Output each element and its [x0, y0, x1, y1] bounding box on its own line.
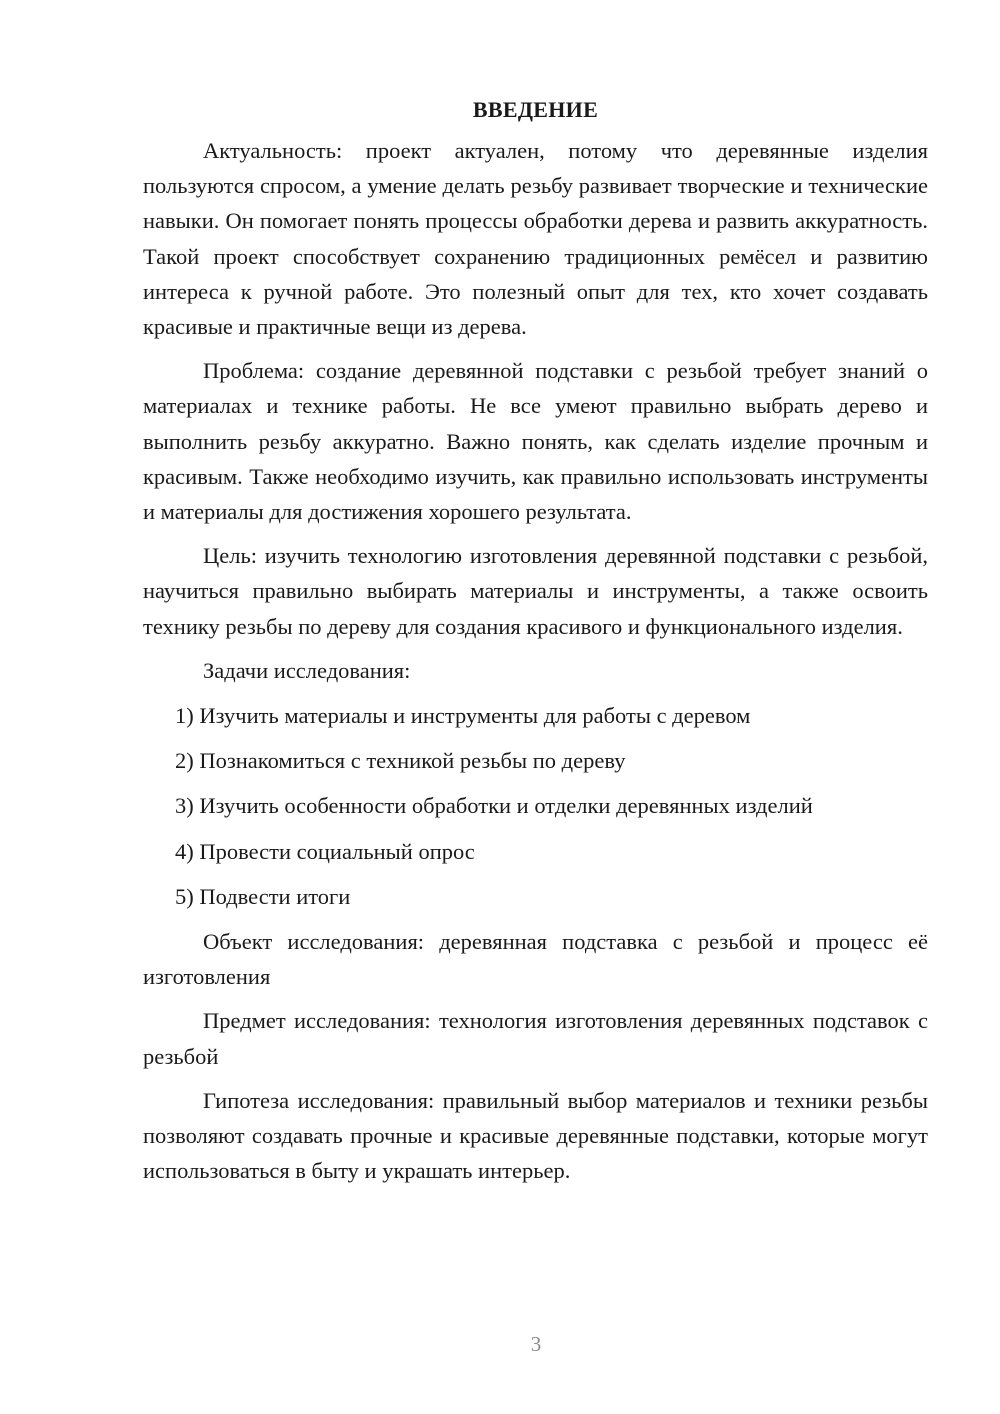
task-item: 2) Познакомиться с техникой резьбы по дереву — [175, 748, 626, 774]
task-item: 3) Изучить особенности обработки и отделки деревянных изделий — [175, 793, 813, 819]
task-item: 4) Провести социальный опрос — [175, 838, 475, 864]
section-title: ВВЕДЕНИЕ — [472, 97, 599, 122]
page-number: 3 — [530, 1332, 542, 1356]
goal-paragraph: Цель: изучить технологию изготовления деревянной подставки с резьбой, научиться правильно выбирать материалы и инструменты, а также освоить технику резьбы по дереву для создания красивого и функционального изделия. — [143, 543, 928, 639]
tasks-heading: Задачи исследования: — [203, 657, 411, 683]
page-content — [143, 92, 928, 1197]
subject-paragraph: Предмет исследования: технология изготовления деревянных подставок с резьбой — [143, 1008, 928, 1069]
task-item: 5) Подвести итоги — [175, 883, 351, 909]
relevance-paragraph: Актуальность: проект актуален, потому что деревянные изделия пользуются спросом, а умение делать резьбу развивает творческие и технические навыки. Он помогает понять процессы обработки дерева и развить аккуратность. Такой проект способствует сохранению традиционных ремёсел и развитию интереса к ручной работе. Это полезный опыт для тех, кто хочет создавать красивые и практичные вещи из дерева. — [143, 138, 928, 340]
problem-paragraph: Проблема: создание деревянной подставки с резьбой требует знаний о материалах и технике работы. Не все умеют правильно выбрать дерево и выполнить резьбу аккуратно. Важно понять, как сделать изделие прочным и красивым. Также необходимо изучить, как правильно использовать инструменты и материалы для достижения хорошего результата. — [143, 358, 928, 525]
object-paragraph: Объект исследования: деревянная подставка с резьбой и процесс её изготовления — [143, 929, 928, 990]
task-item: 1) Изучить материалы и инструменты для работы с деревом — [175, 703, 751, 729]
hypothesis-paragraph: Гипотеза исследования: правильный выбор материалов и техники резьбы позволяют создавать прочные и красивые деревянные подставки, которые могут использоваться в быту и украшать интерьер. — [143, 1087, 928, 1184]
